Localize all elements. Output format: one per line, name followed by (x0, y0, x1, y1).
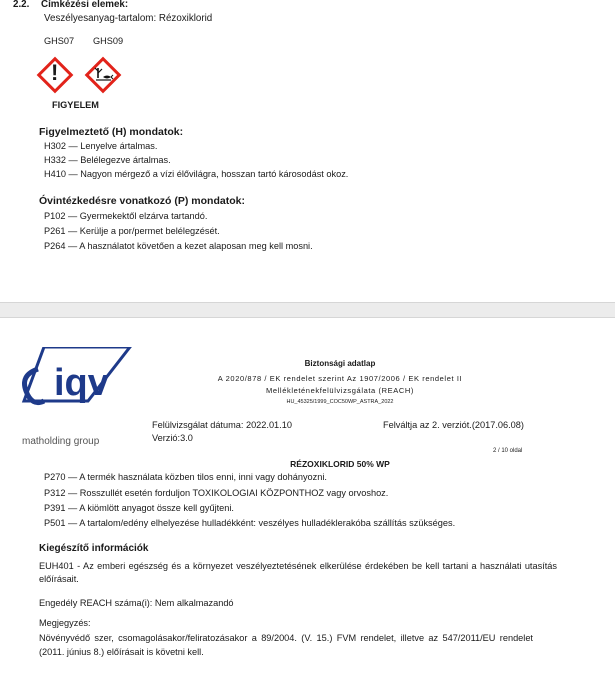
h-statement: H302 — Lenyelve ártalmas. (44, 141, 158, 151)
logo-subtitle: matholding group (22, 436, 100, 447)
remark-heading: Megjegyzés: (39, 618, 91, 628)
p-statement: P312 — Rosszullét esetén forduljon TOXIKOLOGIAI KÖZPONTHOZ vagy orvoshoz. (44, 488, 389, 498)
section-number: 2.2. (13, 0, 30, 10)
page-separator (0, 302, 615, 318)
p-statement: P261 — Kerülje a por/permet belélegzését. (44, 226, 220, 236)
h-statement: H332 — Belélegezve ártalmas. (44, 155, 171, 165)
euh401-statement: EUH401 - Az emberi egészség és a környezet veszélyeztetésének elkerülése érdekében be kell tartani a használati utasítás előírásait. (39, 561, 557, 584)
section-title: Címkézési elemek: (41, 0, 129, 10)
remark-text: Növényvédő szer, csomagolásakor/feliratozásakor a 89/2004. (V. 15.) FVM rendelet, illetve az 547/2011/EU rendelet (2011. június 8.) előírásait is követni kell. (39, 633, 533, 657)
supplementary-heading: Kiegészítő információk (39, 543, 149, 554)
document-code: HU_45325/1999_COC50WP_ASTRA_2022 (286, 399, 394, 405)
p-statements-heading: Óvintézkedésre vonatkozó (P) mondatok: (39, 195, 245, 207)
p-statement: P501 — A tartalom/edény elhelyezése hulladékként: veszélyes hulladéklerakóba szállítás szükséges. (44, 518, 456, 528)
document-title: Biztonsági adatlap (304, 359, 376, 368)
replaces-version: Felváltja az 2. verziót.(2017.06.08) (383, 420, 524, 430)
reach-permit: Engedély REACH száma(i): Nem alkalmazandó (39, 598, 234, 608)
pictogram-code-ghs09: GHS09 (93, 36, 124, 46)
logo-text: iqv (54, 362, 109, 404)
p-statement: P270 — A termék használata közben tilos enni, inni vagy dohányozni. (44, 472, 327, 482)
h-statement: H410 — Nagyon mérgező a vízi élővilágra, hosszan tartó károsodást okoz. (44, 169, 349, 179)
h-statements-heading: Figyelmeztető (H) mondatok: (39, 126, 184, 138)
revision-date: Felülvizsgálat dátuma: 2022.01.10 (152, 420, 292, 430)
regulation-line-1: A 2020/878 / EK rendelet szerint Az 1907/2006 / EK rendelet II (217, 374, 463, 383)
hazard-component: Veszélyesanyag-tartalom: Rézoxiklorid (44, 13, 213, 24)
p-statement: P264 — A használatot követően a kezet alaposan meg kell mosni. (44, 241, 313, 251)
pictogram-code-ghs07: GHS07 (44, 36, 75, 46)
product-name: RÉZOXIKLORID 50% WP (290, 459, 390, 469)
signal-word: FIGYELEM (52, 100, 99, 110)
page-number: 2 / 10 oldal (493, 448, 523, 454)
version: Verzió:3.0 (152, 433, 193, 443)
p-statement: P102 — Gyermekektől elzárva tartandó. (44, 211, 208, 221)
p-statement: P391 — A kiömlött anyagot össze kell gyűjteni. (44, 503, 234, 513)
regulation-line-2: Mellékleténekfelülvizsgálata (REACH) (266, 386, 414, 395)
